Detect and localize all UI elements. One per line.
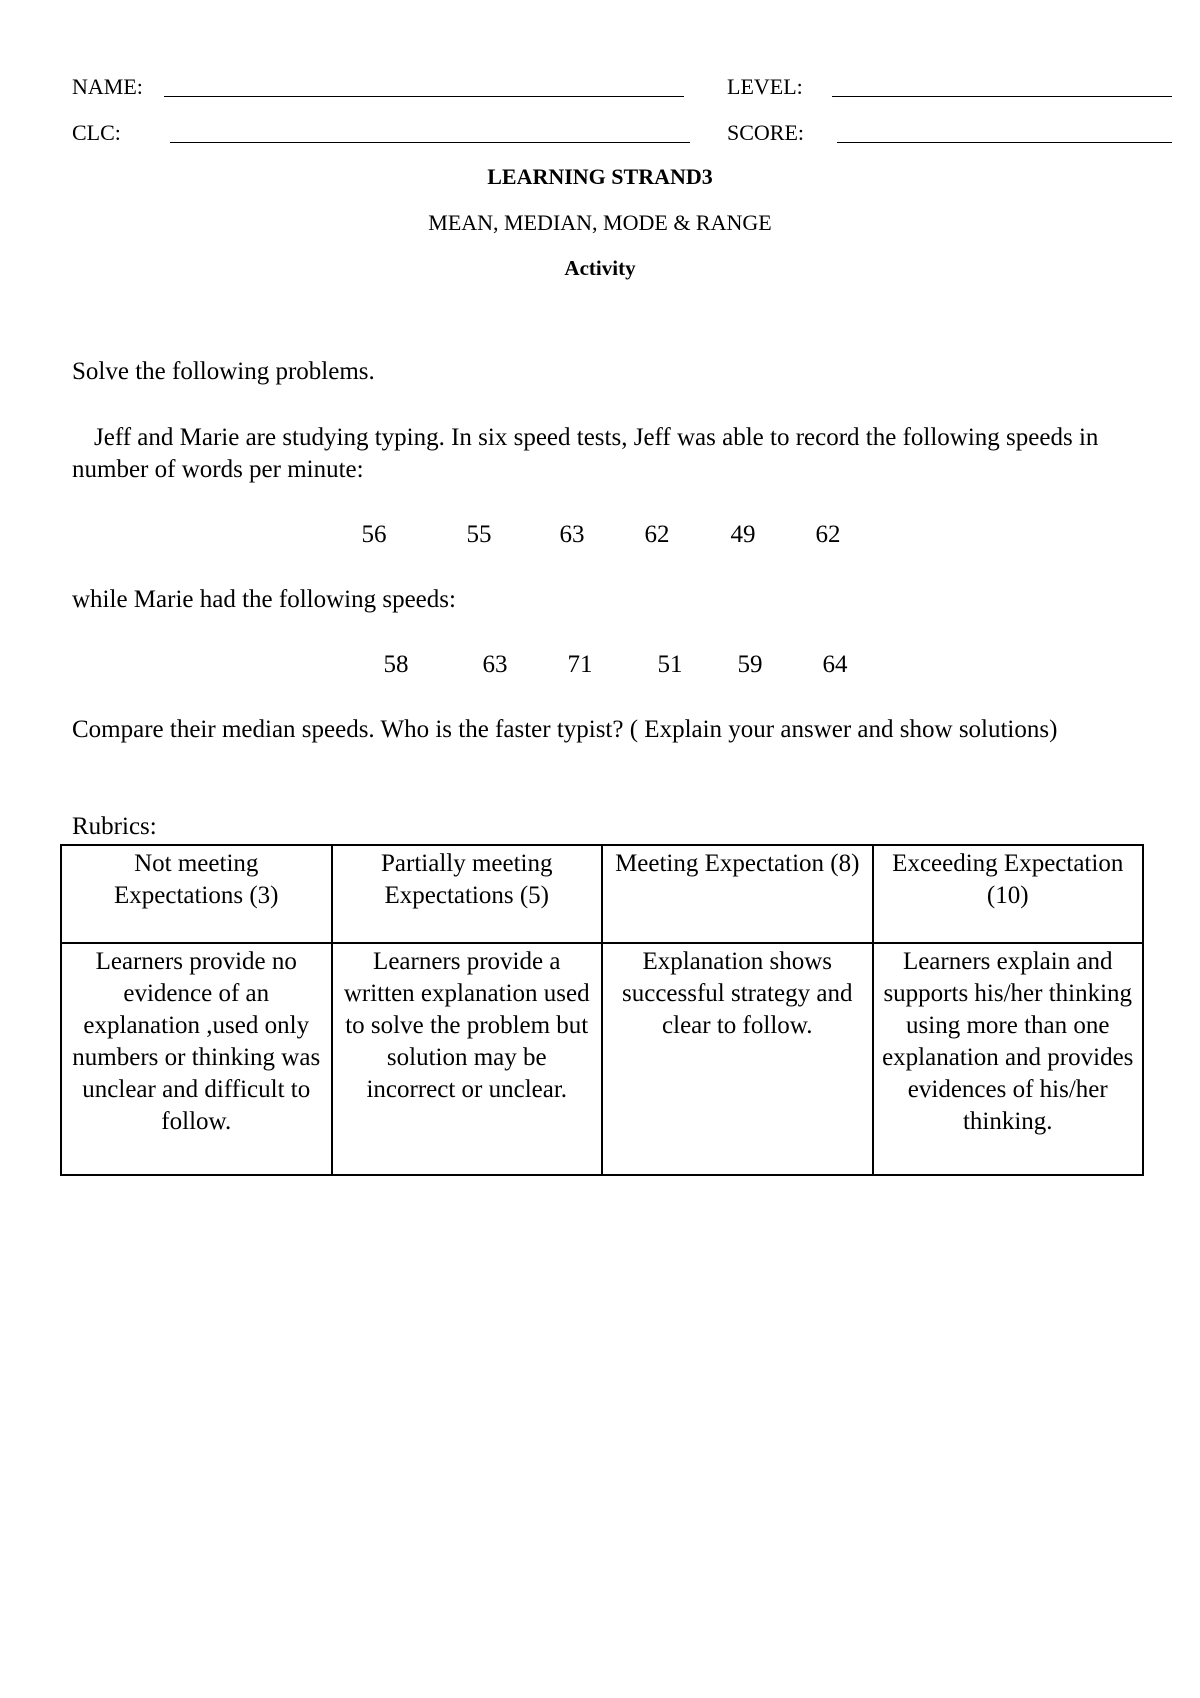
score-field[interactable] [837,142,1172,143]
marie-intro: while Marie had the following speeds: [72,586,456,613]
marie-speeds-row [0,649,1200,681]
rubric-header-row [61,845,1143,943]
rubric-description-cell: Learners provide no evidence of an explanation ,used only numbers or thinking was unclear and difficult to follow. [61,943,332,1175]
page-title: LEARNING STRAND3 [487,164,713,189]
marie-speed-value: 59 [737,651,763,678]
jeff-speed-value: 55 [466,521,492,548]
score-label: SCORE: [727,120,805,145]
rubric-description-cell: Learners provide a written explanation used to solve the problem but solution may be incorrect or unclear. [332,943,603,1175]
problem-intro: Jeff and Marie are studying typing. In six speed tests, Jeff was able to record the following speeds in number of words per minute: [72,424,1099,483]
level-label: LEVEL: [727,74,803,99]
header-row-name-level [72,72,1172,102]
jeff-speed-value: 56 [361,521,387,548]
rubric-heading-cell: Meeting Expectation (8) [602,845,873,943]
question: Compare their median speeds. Who is the faster typist? ( Explain your answer and show solutions) [72,716,1058,743]
jeff-speed-value: 63 [559,521,585,548]
marie-speed-value: 64 [822,651,848,678]
activity-heading: Activity [564,256,636,280]
rubric-description-row [61,943,1143,1175]
rubric-table [60,844,1144,1176]
rubric-heading-cell: Not meeting Expectations (3) [61,845,332,943]
level-field[interactable] [832,96,1172,97]
instructions: Solve the following problems. [72,358,375,385]
jeff-speed-value: 49 [730,521,756,548]
rubric-heading-cell: Partially meeting Expectations (5) [332,845,603,943]
marie-speed-value: 71 [567,651,593,678]
jeff-speed-value: 62 [815,521,841,548]
rubric-description-cell: Explanation shows successful strategy and clear to follow. [602,943,873,1175]
rubrics-label: Rubrics: [72,813,157,840]
rubric-heading-cell: Exceeding Expectation (10) [873,845,1144,943]
clc-label: CLC: [72,120,121,145]
jeff-speed-value: 62 [644,521,670,548]
page-subtitle: MEAN, MEDIAN, MODE & RANGE [428,210,772,235]
marie-speed-value: 51 [657,651,683,678]
clc-field[interactable] [170,142,690,143]
marie-speed-value: 63 [482,651,508,678]
marie-speed-value: 58 [383,651,409,678]
rubric-description-cell: Learners explain and supports his/her thinking using more than one explanation and provides evidences of his/her thinking. [873,943,1144,1175]
name-field[interactable] [164,96,684,97]
name-label: NAME: [72,74,143,99]
header-row-clc-score [72,118,1172,148]
jeff-speeds-row [0,519,1200,551]
